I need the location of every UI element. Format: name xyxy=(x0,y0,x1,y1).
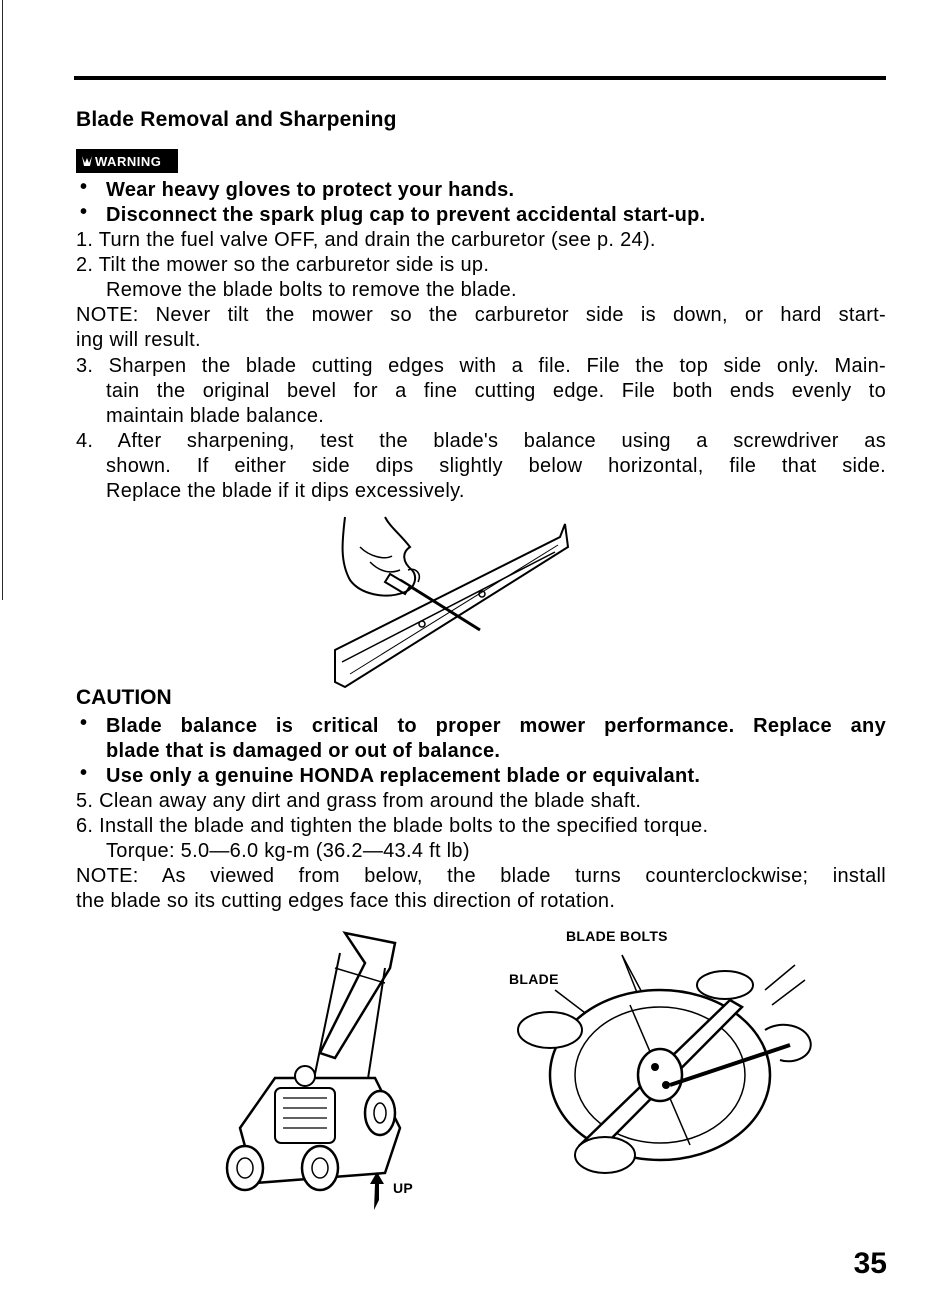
bullet-icon: • xyxy=(80,201,88,223)
step-4-line-1: 4. After sharpening, test the blade's balance using a screwdriver as xyxy=(76,430,886,452)
step-3-line-1: 3. Sharpen the blade cutting edges with a file. File the top side only. Main- xyxy=(76,355,886,377)
top-rule xyxy=(74,76,886,80)
caution-heading: CAUTION xyxy=(76,686,172,709)
page-edge xyxy=(2,0,3,600)
step-1: 1. Turn the fuel valve OFF, and drain the carburetor (see p. 24). xyxy=(76,229,656,251)
step-3-line-2: tain the original bevel for a fine cutting edge. File both ends evenly to xyxy=(106,380,886,402)
blade-bolts-illustration xyxy=(510,945,830,1185)
warning-badge xyxy=(76,149,178,173)
up-arrow-icon xyxy=(368,1170,386,1212)
blade-label: BLADE xyxy=(509,971,559,987)
bullet-icon: • xyxy=(80,176,88,198)
bullet-icon: • xyxy=(80,762,88,784)
warning-bullet-1: Wear heavy gloves to protect your hands. xyxy=(106,179,515,201)
note-1-line-1: NOTE: Never tilt the mower so the carburetor side is down, or hard start- xyxy=(76,304,886,326)
mower-tilted-illustration xyxy=(215,928,415,1198)
step-4-line-2: shown. If either side dips slightly below horizontal, file that side. xyxy=(106,455,886,477)
note-2-line-1: NOTE: As viewed from below, the blade turns counterclockwise; install xyxy=(76,865,886,887)
step-2: 2. Tilt the mower so the carburetor side is up. xyxy=(76,254,490,276)
up-label: UP xyxy=(393,1180,414,1196)
step-3-line-3: maintain blade balance. xyxy=(106,405,325,427)
page-number: 35 xyxy=(853,1247,887,1280)
step-5: 5. Clean away any dirt and grass from around the blade shaft. xyxy=(76,790,642,812)
caution-bullet-2: Use only a genuine HONDA replacement blade or equivalant. xyxy=(106,765,701,787)
warning-bullet-2: Disconnect the spark plug cap to prevent accidental start-up. xyxy=(106,204,706,226)
note-1-line-2: ing will result. xyxy=(76,329,201,351)
blade-bolts-label: BLADE BOLTS xyxy=(566,928,668,944)
warning-label: WARNING xyxy=(95,153,162,169)
step-2-continued: Remove the blade bolts to remove the blade. xyxy=(106,279,517,301)
note-2-line-2: the blade so its cutting edges face this direction of rotation. xyxy=(76,890,616,912)
warning-hand-icon xyxy=(80,154,94,168)
caution-bullet-1-line-1: Blade balance is critical to proper mower performance. Replace any xyxy=(106,715,886,737)
step-4-line-3: Replace the blade if it dips excessively. xyxy=(106,480,465,502)
blade-balance-illustration xyxy=(330,512,580,692)
torque-spec: Torque: 5.0—6.0 kg-m (36.2—43.4 ft lb) xyxy=(106,840,470,862)
step-6: 6. Install the blade and tighten the blade bolts to the specified torque. xyxy=(76,815,709,837)
bullet-icon: • xyxy=(80,712,88,734)
caution-bullet-1-line-2: blade that is damaged or out of balance. xyxy=(106,740,501,762)
section-title: Blade Removal and Sharpening xyxy=(76,108,397,131)
